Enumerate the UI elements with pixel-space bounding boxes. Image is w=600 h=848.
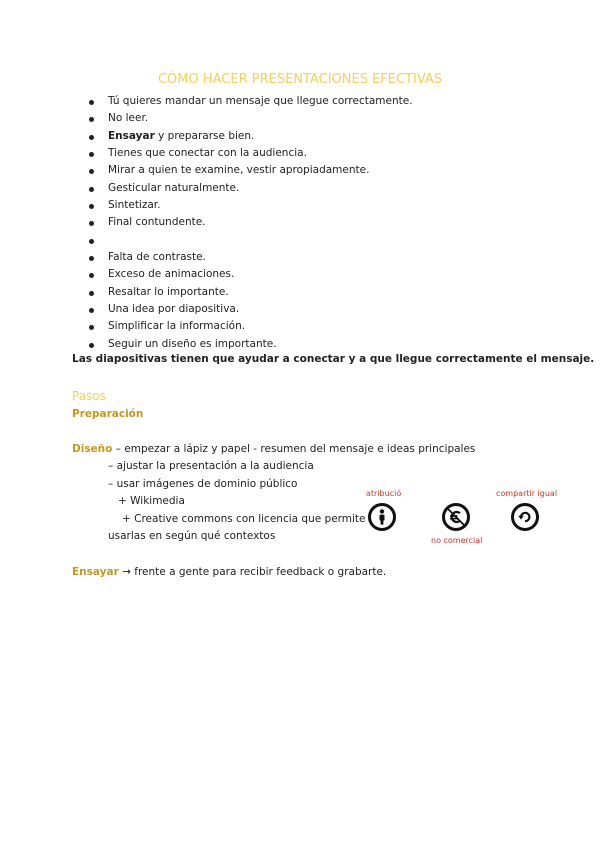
bullet-item	[86, 145, 413, 162]
preparation-heading: Preparación	[72, 408, 144, 420]
bullet-text: Resaltar lo importante.	[108, 285, 229, 298]
rehearse-label: Ensayar	[72, 566, 119, 578]
share-alike-label: compartir igual	[496, 489, 558, 498]
bullet-item	[86, 162, 413, 179]
tips-list	[86, 93, 413, 353]
steps-heading: Pasos	[72, 389, 106, 403]
design-line-1	[72, 443, 475, 455]
bullet-item	[86, 249, 413, 266]
bullet-text: Falta de contraste.	[108, 251, 206, 264]
bullet-text: Tienes que conectar con la audiencia.	[108, 147, 307, 160]
bullet-text: Una idea por diapositiva.	[108, 303, 240, 316]
bullet-item	[86, 110, 413, 127]
design-line-2: – ajustar la presentación a la audiencia	[108, 460, 314, 472]
bullet-text: Simplificar la información.	[108, 320, 246, 333]
bullet-item	[86, 318, 413, 335]
bullet-item	[86, 266, 413, 283]
non-commercial-icon	[442, 503, 470, 531]
bullet-text: y prepararse bien.	[154, 129, 255, 142]
summary-text: Las diapositivas tienen que ayudar a conectar y a que llegue correctamente el mensaje.	[72, 353, 595, 365]
bullet-item	[86, 232, 413, 249]
bullet-text: Sintetizar.	[108, 199, 161, 212]
bullet-text: Mirar a quien te examine, vestir apropiadamente.	[108, 164, 370, 177]
bullet-text: Final contundente.	[108, 216, 206, 229]
design-line-6: usarlas en según qué contextos	[108, 530, 276, 542]
design-line-4: + Wikimedia	[118, 495, 185, 507]
bullet-item	[86, 197, 413, 214]
design-line-3: – usar imágenes de dominio público	[108, 478, 298, 490]
bullet-text: No leer.	[108, 112, 149, 125]
bullet-text: Exceso de animaciones.	[108, 268, 235, 281]
design-line-5: + Creative commons con licencia que permite	[122, 513, 366, 525]
non-commercial-label: no comercial	[431, 536, 483, 545]
bullet-text: Tú quieres mandar un mensaje que llegue correctamente.	[108, 95, 413, 107]
bullet-item	[86, 284, 413, 301]
bullet-item	[86, 301, 413, 318]
rehearse-line	[72, 566, 386, 578]
rehearse-text: → frente a gente para recibir feedback o grabarte.	[118, 566, 387, 578]
bullet-text: Seguir un diseño es importante.	[108, 337, 277, 350]
document-title: CÓMO HACER PRESENTACIONES EFECTIVAS	[157, 72, 443, 87]
bullet-bold-text: Ensayar	[108, 129, 155, 142]
attribution-icon	[368, 503, 396, 531]
bullet-item	[86, 128, 413, 145]
bullet-item	[86, 93, 413, 110]
attribution-label: atribució	[366, 489, 402, 498]
bullet-item	[86, 336, 413, 353]
design-text-1: – empezar a lápiz y papel - resumen del mensaje e ideas principales	[112, 443, 476, 455]
bullet-item	[86, 214, 413, 231]
bullet-item	[86, 180, 413, 197]
share-alike-icon	[511, 503, 539, 531]
bullet-text: Gesticular naturalmente.	[108, 181, 240, 194]
design-label: Diseño	[72, 443, 113, 455]
